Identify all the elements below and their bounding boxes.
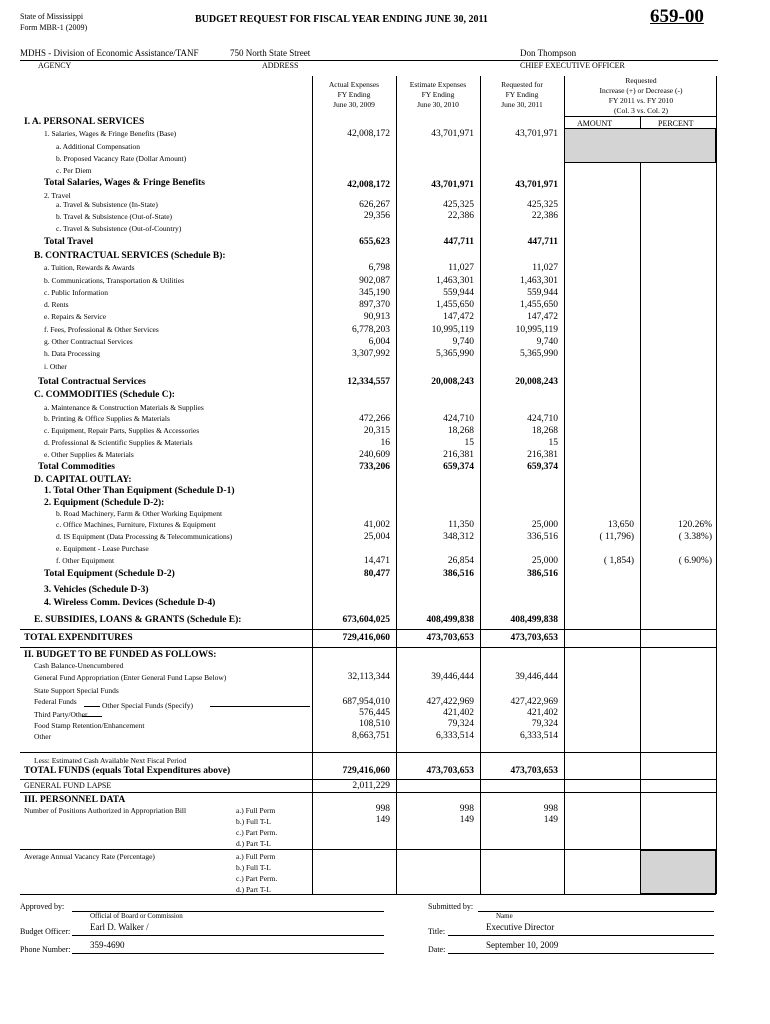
contractual-row-actual: 897,370 — [359, 300, 390, 310]
phone-label: Phone Number: — [20, 945, 71, 954]
contractual-row-requested: 11,027 — [532, 263, 558, 273]
equipment-row-percent: ( 3.38%) — [678, 532, 712, 542]
contractual-row-requested: 559,944 — [527, 288, 558, 298]
general-fund-lapse-actual: 2,011,229 — [352, 781, 390, 791]
budget-officer-label: Budget Officer: — [20, 927, 71, 936]
contractual-row-label: f. Fees, Professional & Other Services — [44, 325, 159, 334]
total-expenditures-label: TOTAL EXPENDITURES — [24, 633, 133, 643]
total-travel-estimate: 447,711 — [443, 237, 474, 247]
contractual-row-label: i. Other — [44, 362, 67, 371]
total-travel-label: Total Travel — [44, 237, 94, 247]
equipment-row-estimate: 26,854 — [447, 556, 474, 566]
fill-line — [84, 706, 100, 707]
full-tl-requested: 149 — [543, 815, 558, 825]
instate-requested: 425,325 — [527, 200, 558, 210]
contractual-row-actual: 6,778,203 — [352, 325, 390, 335]
total-travel-requested: 447,711 — [527, 237, 558, 247]
general-fund-estimate: 39,446,444 — [431, 672, 474, 682]
general-fund-lapse-label: GENERAL FUND LAPSE — [24, 781, 112, 790]
submitted-by-line[interactable] — [478, 911, 714, 912]
commodity-row-actual: 472,266 — [359, 414, 390, 424]
additional-compensation-label: a. Additional Compensation — [56, 142, 140, 151]
salaries-actual: 42,008,172 — [347, 129, 390, 139]
full-tl-actual: 149 — [375, 815, 390, 825]
vac-full-perm-label: a.) Full Perm — [236, 852, 276, 861]
food-stamp-label: Food Stamp Retention/Enhancement — [34, 721, 145, 730]
agency-name: MDHS - Division of Economic Assistance/TANF — [20, 48, 199, 58]
equipment-row-requested: 25,000 — [531, 556, 558, 566]
instate-estimate: 425,325 — [443, 200, 474, 210]
col-change-header: Requested Increase (+) or Decrease (-) FY 2011 vs. FY 2010 (Col. 3 vs. Col. 2) — [599, 76, 683, 115]
total-contractual-requested: 20,008,243 — [515, 377, 558, 387]
total-expenditures-requested: 473,703,653 — [510, 633, 558, 643]
subsidies-estimate: 408,499,838 — [426, 615, 474, 625]
full-perm-actual: 998 — [375, 804, 390, 814]
commodity-row-actual: 20,315 — [363, 426, 390, 436]
less-cash-label: Less: Estimated Cash Available Next Fiscal Period — [34, 756, 187, 765]
equipment-row-estimate: 348,312 — [443, 532, 474, 542]
contractual-row-actual: 902,087 — [359, 276, 390, 286]
officer-title[interactable]: Executive Director — [486, 922, 555, 932]
equipment-label: 2. Equipment (Schedule D-2): — [44, 498, 165, 508]
address-label: ADDRESS — [262, 61, 299, 70]
contractual-heading: B. CONTRACTUAL SERVICES (Schedule B): — [34, 251, 226, 261]
other-funds-requested: 6,333,514 — [520, 731, 558, 741]
total-funds-requested: 473,703,653 — [510, 766, 558, 776]
general-fund-actual: 32,113,344 — [347, 672, 390, 682]
total-salaries-label: Total Salaries, Wages & Fringe Benefits — [44, 178, 205, 188]
third-party-estimate: 421,402 — [443, 708, 474, 718]
col-requested-header: Requested for FY Ending June 30, 2011 — [501, 80, 543, 109]
funding-heading: II. BUDGET TO BE FUNDED AS FOLLOWS: — [24, 650, 217, 660]
commodity-row-label: b. Printing & Office Supplies & Materials — [44, 414, 170, 423]
contractual-row-requested: 1,455,650 — [520, 300, 558, 310]
total-contractual-estimate: 20,008,243 — [431, 377, 474, 387]
total-funds-label: TOTAL FUNDS (equals Total Expenditures above) — [24, 766, 231, 776]
section-rule — [20, 647, 716, 648]
third-party-label: Third Party/Other — [34, 710, 88, 719]
commodity-row-actual: 16 — [380, 438, 390, 448]
contractual-row-actual: 345,190 — [359, 288, 390, 298]
vehicles-label: 3. Vehicles (Schedule D-3) — [44, 585, 149, 595]
col-estimate-header: Estimate Expenses FY Ending June 30, 2010 — [409, 80, 467, 109]
agency-address: 750 North State Street — [230, 48, 311, 58]
state-support-label: State Support Special Funds — [34, 686, 119, 695]
subsidies-actual: 673,604,025 — [342, 615, 390, 625]
percent-header: PERCENT — [658, 119, 694, 128]
commodity-row-requested: 424,710 — [527, 414, 558, 424]
contractual-row-label: e. Repairs & Service — [44, 312, 107, 321]
total-contractual-actual: 12,334,557 — [347, 377, 390, 387]
name-label: Name — [496, 912, 513, 920]
full-perm-label: a.) Full Perm — [236, 806, 276, 815]
equipment-row-requested: 336,516 — [527, 532, 558, 542]
contractual-row-label: d. Rents — [44, 300, 69, 309]
page-title: BUDGET REQUEST FOR FISCAL YEAR ENDING JUNE 30, 2011 — [195, 14, 488, 25]
col-actual-header: Actual Expenses FY Ending June 30, 2009 — [328, 80, 380, 109]
outstate-requested: 22,386 — [531, 211, 558, 221]
total-salaries-requested: 43,701,971 — [515, 180, 558, 190]
full-perm-requested: 998 — [543, 804, 558, 814]
contractual-row-estimate: 5,365,990 — [436, 349, 474, 359]
total-equipment-label: Total Equipment (Schedule D-2) — [44, 569, 175, 579]
commodity-row-actual: 240,609 — [359, 450, 390, 460]
commodity-row-estimate: 15 — [464, 438, 474, 448]
equipment-row-amount: ( 11,796) — [599, 532, 634, 542]
total-equipment-requested: 386,516 — [527, 569, 558, 579]
contractual-row-label: g. Other Contractual Services — [44, 337, 133, 346]
contractual-row-label: h. Data Processing — [44, 349, 101, 358]
state-label: State of Mississippi — [20, 12, 84, 21]
full-tl-label: b.) Full T-L — [236, 817, 271, 826]
salaries-label: 1. Salaries, Wages & Fringe Benefits (Base) — [44, 129, 177, 138]
total-expenditures-actual: 729,416,060 — [342, 633, 390, 643]
commodity-row-label: c. Equipment, Repair Parts, Supplies & Accessories — [44, 426, 200, 435]
general-fund-label: General Fund Appropriation (Enter General Fund Lapse Below) — [34, 673, 227, 682]
total-expenditures-estimate: 473,703,653 — [426, 633, 474, 643]
equipment-row-requested: 25,000 — [531, 520, 558, 530]
subsidies-label: E. SUBSIDIES, LOANS & GRANTS (Schedule E): — [34, 615, 242, 625]
other-funds-label: Other — [34, 732, 52, 741]
total-equipment-actual: 80,477 — [363, 569, 390, 579]
capital-outlay-heading: D. CAPITAL OUTLAY: — [34, 475, 132, 485]
contractual-row-requested: 5,365,990 — [520, 349, 558, 359]
chief-officer-name: Don Thompson — [520, 48, 577, 58]
positions-label: Number of Positions Authorized in Appropriation Bill — [24, 806, 187, 815]
equipment-row-label: e. Equipment - Lease Purchase — [56, 544, 149, 553]
contractual-row-requested: 1,463,301 — [520, 276, 558, 286]
instate-travel-label: a. Travel & Subsistence (In-State) — [56, 200, 158, 209]
other-special-funds-label: Other Special Funds (Specify) — [102, 701, 194, 710]
budget-officer-name[interactable]: Earl D. Walker / — [90, 922, 149, 932]
grid-line — [716, 76, 717, 894]
title-line — [448, 935, 714, 936]
date-line — [448, 953, 714, 954]
section-rule — [20, 752, 716, 753]
personal-services-heading: I. A. PERSONAL SERVICES — [24, 117, 145, 127]
contractual-row-estimate: 1,463,301 — [436, 276, 474, 286]
full-perm-estimate: 998 — [459, 804, 474, 814]
contractual-row-actual: 6,004 — [368, 337, 390, 347]
third-party-requested: 421,402 — [527, 708, 558, 718]
instate-actual: 626,267 — [359, 200, 390, 210]
outstate-travel-label: b. Travel & Subsistence (Out-of-State) — [56, 212, 173, 221]
total-salaries-actual: 42,008,172 — [347, 180, 390, 190]
equipment-row-actual: 14,471 — [363, 556, 390, 566]
outstate-actual: 29,356 — [363, 211, 390, 221]
salaries-requested: 43,701,971 — [515, 129, 558, 139]
commodity-row-estimate: 216,381 — [443, 450, 474, 460]
general-fund-requested: 39,446,444 — [515, 672, 558, 682]
commodity-row-estimate: 424,710 — [443, 414, 474, 424]
total-salaries-estimate: 43,701,971 — [431, 180, 474, 190]
form-code: 659-00 — [650, 6, 704, 27]
cash-balance-label: Cash Balance-Unencumbered — [34, 661, 124, 670]
total-commodities-requested: 659,374 — [527, 462, 558, 472]
federal-estimate: 427,422,969 — [426, 697, 474, 707]
equipment-row-percent: ( 6.90%) — [678, 556, 712, 566]
fill-line — [82, 716, 102, 717]
commodity-row-requested: 18,268 — [531, 426, 558, 436]
vacancy-rate-label: b. Proposed Vacancy Rate (Dollar Amount) — [56, 154, 187, 163]
equipment-row-label: b. Road Machinery, Farm & Other Working Equipment — [56, 509, 223, 518]
vac-part-tl-label: d.) Part T-L — [236, 885, 271, 894]
shaded-cell — [640, 850, 716, 894]
contractual-row-actual: 90,913 — [363, 312, 390, 322]
equipment-row-amount: ( 1,854) — [603, 556, 634, 566]
section-rule — [20, 849, 716, 850]
travel-label: 2. Travel — [44, 191, 71, 200]
other-than-equipment-label: 1. Total Other Than Equipment (Schedule D-1) — [44, 486, 235, 496]
part-perm-label: c.) Part Perm. — [236, 828, 278, 837]
food-stamp-requested: 79,324 — [531, 719, 558, 729]
official-label: Official of Board or Commission — [90, 912, 183, 920]
contractual-row-requested: 10,995,119 — [515, 325, 558, 335]
equipment-row-label: d. IS Equipment (Data Processing & Telecommunications) — [56, 532, 233, 541]
grid-line — [564, 116, 716, 117]
total-equipment-estimate: 386,516 — [443, 569, 474, 579]
subsidies-requested: 408,499,838 — [510, 615, 558, 625]
grid-line — [640, 116, 641, 894]
form-label: Form MBR-1 (2009) — [20, 23, 88, 32]
budget-officer-line — [72, 935, 384, 936]
food-stamp-estimate: 79,324 — [447, 719, 474, 729]
equipment-row-label: f. Other Equipment — [56, 556, 115, 565]
contractual-row-label: a. Tuition, Rewards & Awards — [44, 263, 135, 272]
fill-line — [210, 706, 310, 707]
grid-line — [564, 76, 565, 894]
vac-part-perm-label: c.) Part Perm. — [236, 874, 278, 883]
equipment-row-amount: 13,650 — [607, 520, 634, 530]
commodity-row-label: d. Professional & Scientific Supplies & Materials — [44, 438, 193, 447]
contractual-row-estimate: 10,995,119 — [431, 325, 474, 335]
outstate-estimate: 22,386 — [447, 211, 474, 221]
contractual-row-estimate: 9,740 — [452, 337, 474, 347]
section-rule — [20, 629, 716, 630]
commodity-row-label: e. Other Supplies & Materials — [44, 450, 134, 459]
vac-full-tl-label: b.) Full T-L — [236, 863, 271, 872]
contractual-row-estimate: 147,472 — [443, 312, 474, 322]
part-tl-label: d.) Part T-L — [236, 839, 271, 848]
equipment-row-actual: 25,004 — [363, 532, 390, 542]
date-label: Date: — [428, 945, 446, 954]
outcountry-travel-label: c. Travel & Subsistence (Out-of-Country) — [56, 224, 182, 233]
vacancy-rate-percent-label: Average Annual Vacancy Rate (Percentage) — [24, 852, 155, 861]
submitted-by-label: Submitted by: — [428, 902, 474, 911]
commodity-row-requested: 15 — [548, 438, 558, 448]
total-funds-estimate: 473,703,653 — [426, 766, 474, 776]
phone-number[interactable]: 359-4690 — [90, 940, 125, 950]
equipment-row-percent: 120.26% — [677, 520, 712, 530]
commodity-row-estimate: 18,268 — [447, 426, 474, 436]
section-rule — [20, 779, 716, 780]
personnel-heading: III. PERSONNEL DATA — [24, 795, 126, 805]
other-funds-actual: 8,663,751 — [352, 731, 390, 741]
federal-actual: 687,954,010 — [342, 697, 390, 707]
section-rule — [20, 792, 716, 793]
food-stamp-actual: 108,510 — [359, 719, 390, 729]
title-label: Title: — [428, 927, 446, 936]
phone-line — [72, 953, 384, 954]
officer-label: CHIEF EXECUTIVE OFFICER — [520, 61, 625, 70]
total-commodities-actual: 733,206 — [359, 462, 390, 472]
equipment-row-actual: 41,002 — [363, 520, 390, 530]
salaries-estimate: 43,701,971 — [431, 129, 474, 139]
contractual-row-actual: 6,798 — [368, 263, 390, 273]
contractual-row-estimate: 11,027 — [448, 263, 474, 273]
commodity-row-requested: 216,381 — [527, 450, 558, 460]
per-diem-label: c. Per Diem — [56, 166, 92, 175]
commodities-heading: C. COMMODITIES (Schedule C): — [34, 390, 175, 400]
federal-requested: 427,422,969 — [510, 697, 558, 707]
other-funds-estimate: 6,333,514 — [436, 731, 474, 741]
total-travel-actual: 655,623 — [359, 237, 390, 247]
total-funds-actual: 729,416,060 — [342, 766, 390, 776]
total-commodities-estimate: 659,374 — [443, 462, 474, 472]
wireless-label: 4. Wireless Comm. Devices (Schedule D-4) — [44, 598, 216, 608]
amount-header: AMOUNT — [577, 119, 613, 128]
grid-line — [20, 894, 716, 895]
contractual-row-label: b. Communications, Transportation & Utilities — [44, 276, 185, 285]
shaded-cell — [564, 128, 716, 163]
commodity-row-label: a. Maintenance & Construction Materials & Supplies — [44, 403, 204, 412]
equipment-row-label: c. Office Machines, Furniture, Fixtures & Equipment — [56, 520, 216, 529]
full-tl-estimate: 149 — [459, 815, 474, 825]
contractual-row-actual: 3,307,992 — [352, 349, 390, 359]
federal-funds-label: Federal Funds — [34, 697, 77, 706]
contractual-row-estimate: 1,455,650 — [436, 300, 474, 310]
contractual-row-requested: 9,740 — [536, 337, 558, 347]
contractual-row-label: c. Public Information — [44, 288, 108, 297]
contractual-row-estimate: 559,944 — [443, 288, 474, 298]
total-contractual-label: Total Contractual Services — [38, 377, 146, 387]
approved-by-label: Approved by: — [20, 902, 65, 911]
equipment-row-estimate: 11,350 — [448, 520, 474, 530]
contractual-row-requested: 147,472 — [527, 312, 558, 322]
agency-label: AGENCY — [38, 61, 72, 70]
third-party-actual: 576,445 — [359, 708, 390, 718]
total-commodities-label: Total Commodities — [38, 462, 115, 472]
submission-date[interactable]: September 10, 2009 — [486, 940, 559, 950]
